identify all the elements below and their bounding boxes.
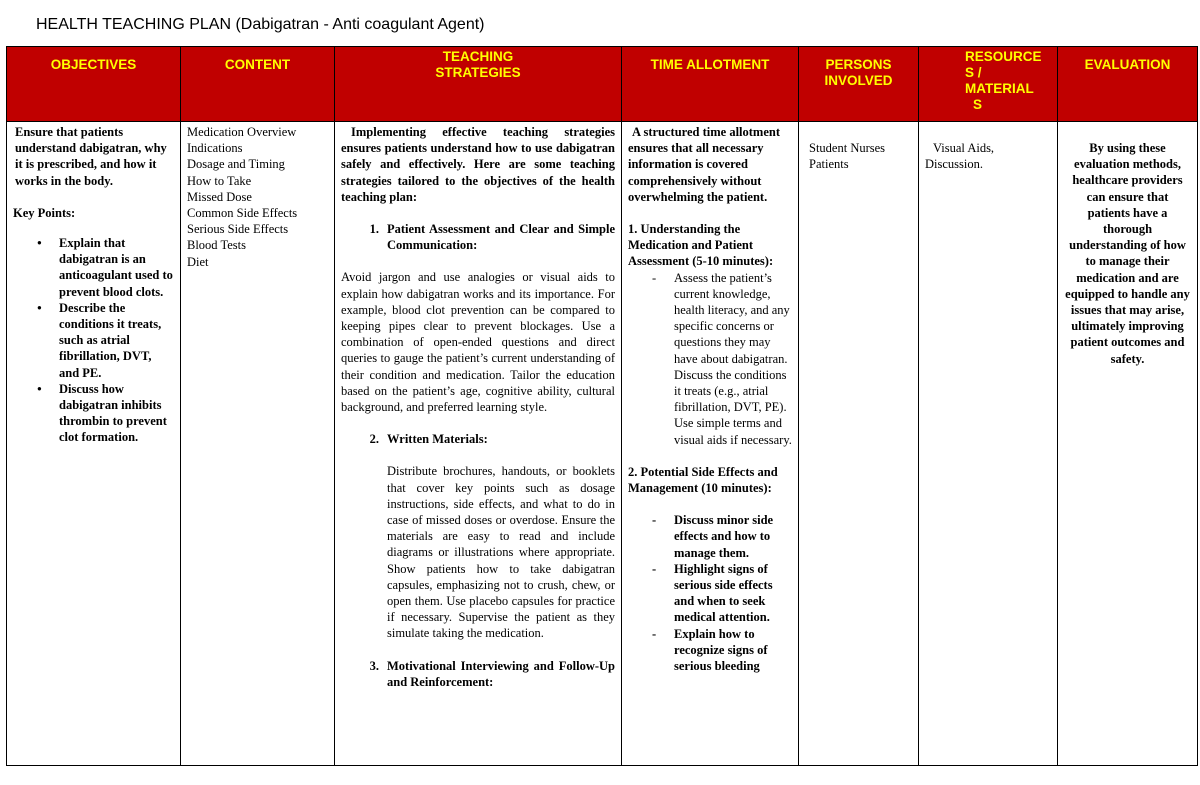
strategy-step-1-body: Avoid jargon and use analogies or visual aids to explain how dabigatran works and its importance. For example, blood clot prevention can be compared to keeping pipes clear to prevent blockages. Use a combination of open-ended questions and direct queries to gauge the patient’s current understanding of their condition and medication. Tailor the education based on the patient’s age, cognitive ability, cultural background, and preferred learning style. <box>341 270 615 415</box>
teaching-plan-table <box>6 46 1198 766</box>
person-patients: Patients <box>809 157 849 172</box>
evaluation-cell <box>1058 122 1198 766</box>
list-item: Indications <box>187 141 243 156</box>
resource-discussion: Discussion. <box>925 157 983 172</box>
time-section-2-title: 2. Potential Side Effects and Management (10 minutes): <box>628 464 778 496</box>
time-section-1-title: 1. Understanding the Medication and Patient Assessment (5-10 minutes): <box>628 222 774 269</box>
list-item: - Discuss minor side effects and how to manage them. <box>674 512 792 561</box>
list-item: Blood Tests <box>187 238 246 253</box>
objectives-intro: Ensure that patients understand dabigatran, why it is prescribed, and how it works in the body. <box>15 125 167 188</box>
header-objectives: OBJECTIVES <box>7 47 181 122</box>
key-points-list <box>13 235 174 446</box>
header-resources-materials: RESOURCE S / MATERIAL S <box>919 47 1058 122</box>
list-item: Serious Side Effects <box>187 222 289 237</box>
resources-cell <box>919 122 1058 766</box>
strategy-step-2-body: Distribute brochures, handouts, or booklets that cover key points such as dosage instructions, side effects, and what to do in case of missed doses or overdose. Ensure the materials are easy to read and include diagrams or illustrations where appropriate. Show patients how to take dabigatran capsules, emphasizing not to crush, chew, or open them. Use placebo capsules for practice if necessary. Supervise the patient as they simulate taking the medication. <box>387 464 615 641</box>
page-title: HEALTH TEACHING PLAN (Dabigatran - Anti coagulant Agent) <box>36 16 485 33</box>
list-item: How to Take <box>187 173 252 188</box>
persons-cell <box>799 122 919 766</box>
strategy-step-1: 1. Patient Assessment and Clear and Simple Communication: <box>369 222 615 253</box>
time-section-2-list <box>628 512 792 674</box>
list-item: Dosage and Timing <box>187 157 285 172</box>
list-item: ● Explain that dabigatran is an anticoagulant used to prevent blood clots. <box>59 235 174 300</box>
list-item: ● Describe the conditions it treats, such as atrial fibrillation, DVT, and PE. <box>59 300 174 381</box>
header-teaching-strategies: TEACHING STRATEGIES <box>335 47 622 122</box>
list-item: Missed Dose <box>187 189 252 204</box>
header-row <box>7 47 1198 122</box>
plan-row <box>7 122 1198 766</box>
person-student-nurses: Student Nurses <box>809 141 886 155</box>
content-heading: Medication Overview <box>187 125 297 139</box>
strategies-intro: Implementing effective teaching strategies ensures patients understand how to use dabigatran safely and effectively. Here are some teaching strategies tailored to the objectives of the health teaching plan: <box>341 125 615 204</box>
list-item: - Explain how to recognize signs of serious bleeding <box>674 626 792 675</box>
list-item: Common Side Effects <box>187 206 298 221</box>
resource-visual-aids: Visual Aids, <box>933 141 995 155</box>
header-content: CONTENT <box>181 47 335 122</box>
strategies-cell <box>335 122 622 766</box>
header-time-allotment: TIME ALLOTMENT <box>622 47 799 122</box>
time-cell <box>622 122 799 766</box>
list-item: - Highlight signs of serious side effects and when to seek medical attention. <box>674 561 792 626</box>
time-intro: A structured time allotment ensures that all necessary information is covered comprehensively without overwhelming the patient. <box>628 125 781 204</box>
objectives-cell <box>7 122 181 766</box>
header-persons-involved: PERSONS INVOLVED <box>799 47 919 122</box>
header-evaluation: EVALUATION <box>1058 47 1198 122</box>
list-item: Diet <box>187 254 209 269</box>
strategy-step-3: 3. Motivational Interviewing and Follow-Up and Reinforcement: <box>369 658 615 689</box>
list-item: - Assess the patient’s current knowledge, health literacy, and any specific concerns or questions they may have about dabigatran. Discuss the conditions it treats (e.g., atrial fibrillation, DVT, PE). Use simple terms and visual aids if necessary. <box>674 270 792 448</box>
content-cell <box>181 122 335 766</box>
time-section-1-list <box>628 270 792 448</box>
evaluation-text: By using these evaluation methods, healthcare providers can ensure that patients have a thorough understanding of how to manage their medication and are equipped to handle any issues that may arise, ultimately improving patient outcomes and safety. <box>1065 141 1190 366</box>
list-item: ● Discuss how dabigatran inhibits thrombin to prevent clot formation. <box>59 381 174 446</box>
key-points-label: Key Points: <box>13 205 76 220</box>
strategy-step-2: 2. Written Materials: <box>369 432 488 447</box>
